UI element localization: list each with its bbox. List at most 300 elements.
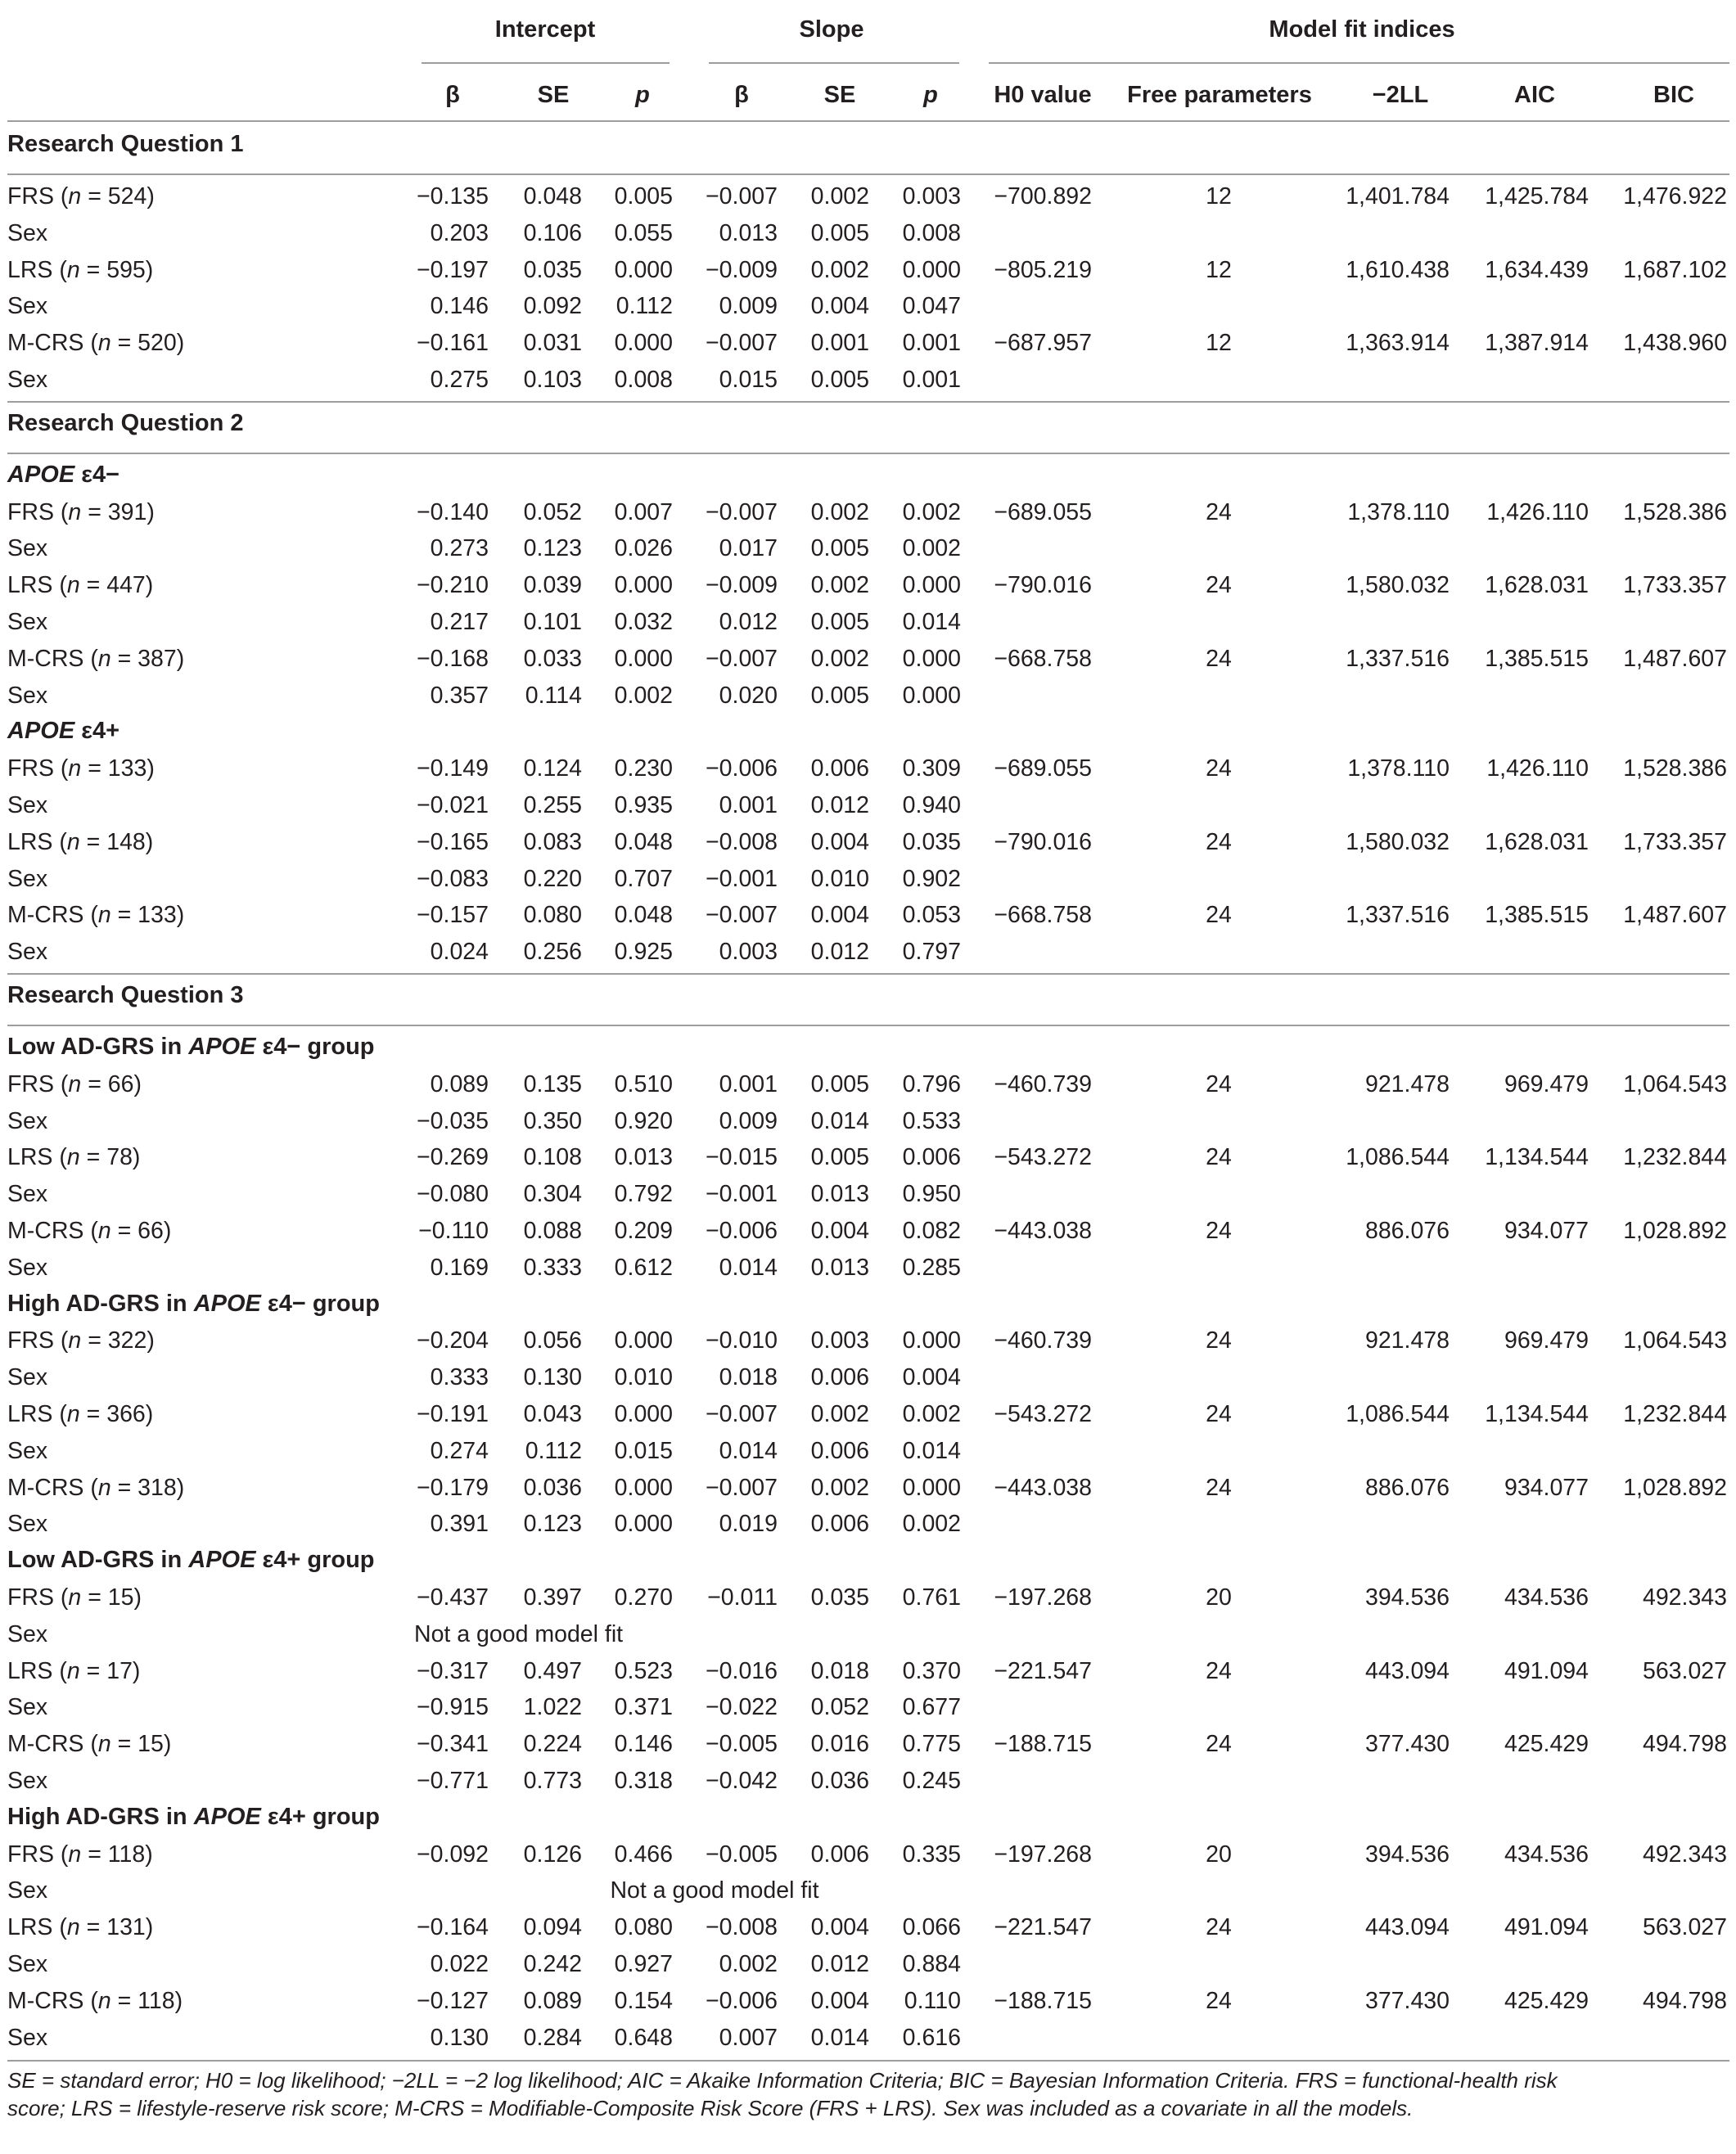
slope-se-cell: 0.005 [810,682,869,709]
group-subtitle: APOE ε4+ [7,718,120,745]
slope-se-cell: 0.006 [810,1364,869,1391]
bic-cell: 492.343 [1642,1841,1727,1868]
minus-2ll-cell: 394.536 [1364,1584,1450,1611]
table-row [0,1395,1736,1432]
free-parameters-cell: 24 [1206,1401,1232,1427]
intercept-beta-cell: 0.357 [430,682,489,709]
intercept-beta-cell: 0.022 [430,1951,489,1977]
intercept-p-cell: 0.000 [614,330,673,357]
slope-se-cell: 0.006 [810,1511,869,1538]
intercept-p-cell: 0.792 [614,1181,673,1208]
row-label: FRS (n = 66) [7,1070,142,1097]
free-parameters-cell: 24 [1206,572,1232,599]
intercept-beta-cell: −0.083 [417,865,489,892]
n-symbol: n [97,330,111,357]
table-row [0,1432,1736,1469]
n-symbol: n [66,1657,80,1684]
intercept-se-cell: 0.135 [523,1070,582,1097]
intercept-beta-cell: −0.915 [417,1694,489,1721]
h0-value-cell: −188.715 [994,1987,1092,2014]
intercept-p-cell: 0.005 [614,183,673,210]
minus-2ll-cell: 1,337.516 [1346,645,1450,672]
intercept-beta-cell: −0.127 [417,1987,489,2014]
gene-name: APOE [7,461,75,488]
intercept-p-cell: 0.048 [614,902,673,929]
slope-beta-cell: 0.013 [719,219,778,246]
slope-beta-cell: −0.005 [706,1731,778,1758]
bic-cell: 1,232.844 [1623,1144,1727,1171]
row-label: M-CRS (n = 133) [7,902,185,929]
table-row [0,566,1736,603]
bic-cell: 1,487.607 [1623,902,1727,929]
footnote-rule [7,2060,1729,2062]
h0-value-cell: −221.547 [994,1914,1092,1941]
group-subtitle: High AD-GRS in APOE ε4− group [7,1290,380,1317]
slope-se-cell: 0.005 [810,535,869,562]
slope-se-cell: 0.010 [810,865,869,892]
intercept-se-cell: 0.094 [523,1914,582,1941]
group-subtitle: APOE ε4− [7,461,120,488]
row-label: LRS (n = 17) [7,1657,141,1684]
table-row [0,1725,1736,1762]
table-row [0,640,1736,677]
intercept-p-cell: 0.008 [614,367,673,393]
minus-2ll-cell: 1,363.914 [1346,330,1450,357]
intercept-beta-cell: −0.179 [417,1474,489,1501]
slope-p-cell: 0.335 [902,1841,961,1868]
aic-cell: 434.536 [1504,1841,1589,1868]
intercept-beta-cell: −0.110 [418,1218,489,1244]
free-parameters-cell: 24 [1206,1070,1232,1097]
intercept-se-cell: 0.048 [523,183,582,210]
sample-size: 387 [138,645,177,672]
row-label: Sex [7,1694,48,1721]
intercept-beta-cell: −0.317 [417,1657,489,1684]
row-label: M-CRS (n = 118) [7,1987,183,2014]
intercept-beta-cell: −0.341 [417,1731,489,1758]
header-slope: Slope [799,16,864,43]
slope-p-cell: 0.677 [902,1694,961,1721]
slope-beta-cell: −0.042 [706,1768,778,1794]
intercept-p-cell: 0.612 [614,1254,673,1281]
bic-cell: 1,476.922 [1623,183,1727,210]
slope-p-cell: 0.000 [902,645,961,672]
slope-se-cell: 0.036 [810,1768,869,1794]
row-label: LRS (n = 148) [7,828,154,855]
free-parameters-cell: 24 [1206,1144,1232,1171]
aic-cell: 969.479 [1504,1070,1589,1097]
h0-value-cell: −689.055 [994,498,1092,525]
table-row [0,1872,1736,1908]
slope-p-cell: 0.000 [902,1474,961,1501]
aic-cell: 434.536 [1504,1584,1589,1611]
slope-p-cell: 0.245 [902,1768,961,1794]
slope-se-cell: 0.005 [810,1070,869,1097]
group-subtitle: Low AD-GRS in APOE ε4− group [7,1034,375,1060]
bic-cell: 1,028.892 [1623,1474,1727,1501]
intercept-beta-cell: −0.771 [417,1768,489,1794]
bic-cell: 1,438.960 [1623,330,1727,357]
n-symbol: n [68,1841,82,1868]
intercept-p-cell: 0.000 [614,1401,673,1427]
slope-p-cell: 0.014 [902,1437,961,1464]
row-label: Sex [7,792,48,818]
intercept-beta-cell: −0.149 [417,755,489,782]
aic-cell: 491.094 [1504,1914,1589,1941]
slope-p-cell: 0.004 [902,1364,961,1391]
intercept-beta-cell: −0.021 [417,792,489,818]
slope-se-cell: 0.016 [810,1731,869,1758]
slope-se-cell: 0.005 [810,609,869,635]
slope-se-cell: 0.013 [810,1181,869,1208]
intercept-beta-cell: −0.210 [417,572,489,599]
minus-2ll-cell: 1,580.032 [1346,572,1450,599]
intercept-p-cell: 0.146 [614,1731,673,1758]
minus-2ll-cell: 1,401.784 [1346,183,1450,210]
gene-name: APOE [188,1547,256,1574]
row-label: Sex [7,2024,48,2051]
free-parameters-cell: 24 [1206,498,1232,525]
aic-cell: 425.429 [1504,1731,1589,1758]
slope-p-cell: 0.001 [902,330,961,357]
intercept-p-cell: 0.154 [614,1987,673,2014]
intercept-beta-cell: 0.275 [430,367,489,393]
section-rule [7,973,1729,975]
table-row [0,1066,1736,1102]
intercept-p-cell: 0.000 [614,1511,673,1538]
n-symbol: n [68,1070,82,1097]
n-symbol: n [66,1914,80,1941]
intercept-se-cell: 0.220 [523,865,582,892]
free-parameters-cell: 24 [1206,645,1232,672]
table-row [0,1908,1736,1945]
h0-value-cell: −443.038 [994,1218,1092,1244]
row-label: FRS (n = 15) [7,1584,142,1611]
group-subtitle: Low AD-GRS in APOE ε4+ group [7,1547,375,1574]
slope-p-cell: 0.902 [902,865,961,892]
intercept-se-cell: 0.108 [523,1144,582,1171]
n-symbol: n [66,828,80,855]
table-row [0,1762,1736,1799]
minus-2ll-cell: 1,337.516 [1346,902,1450,929]
intercept-se-cell: 0.052 [523,498,582,525]
aic-cell: 969.479 [1504,1327,1589,1354]
slope-se-cell: 0.002 [810,183,869,210]
slope-p-cell: 0.001 [902,367,961,393]
slope-beta-cell: −0.006 [706,1218,778,1244]
slope-beta-cell: 0.001 [719,792,778,818]
intercept-beta-cell: −0.035 [417,1107,489,1134]
intercept-beta-cell: −0.135 [417,183,489,210]
model-fit-note: Not a good model fit [610,1877,819,1904]
h0-value-cell: −460.739 [994,1070,1092,1097]
bic-cell: 1,064.543 [1623,1327,1727,1354]
row-label: Sex [7,939,48,966]
slope-p-cell: 0.796 [902,1070,961,1097]
bic-cell: 1,064.543 [1623,1070,1727,1097]
minus-2ll-cell: 1,378.110 [1347,755,1450,782]
slope-se-cell: 0.002 [810,572,869,599]
aic-cell: 934.077 [1504,1474,1589,1501]
gene-name: APOE [193,1803,261,1830]
h0-value-cell: −687.957 [994,330,1092,357]
slope-beta-cell: 0.017 [719,535,778,562]
intercept-se-cell: 0.036 [523,1474,582,1501]
h0-value-cell: −543.272 [994,1401,1092,1427]
slope-beta-cell: −0.009 [706,256,778,283]
free-parameters-cell: 24 [1206,1218,1232,1244]
sample-size: 322 [107,1327,147,1354]
gene-name: APOE [188,1034,256,1060]
table-row [0,860,1736,897]
table-row [0,529,1736,566]
slope-beta-cell: −0.007 [706,498,778,525]
slope-beta-cell: 0.014 [719,1254,778,1281]
section-title-rule [7,1025,1729,1026]
table-row [0,2019,1736,2056]
free-parameters-cell: 24 [1206,1731,1232,1758]
bic-cell: 1,028.892 [1623,1218,1727,1244]
slope-p-cell: 0.110 [904,1987,961,2014]
h0-value-cell: −790.016 [994,572,1092,599]
table-row [0,178,1736,214]
slope-beta-cell: 0.003 [719,939,778,966]
table-row [0,1102,1736,1139]
intercept-p-cell: 0.000 [614,1474,673,1501]
slope-p-cell: 0.370 [902,1657,961,1684]
sample-size: 520 [138,330,177,357]
h0-value-cell: −668.758 [994,645,1092,672]
slope-p-cell: 0.003 [902,183,961,210]
slope-beta-cell: −0.007 [706,330,778,357]
aic-cell: 934.077 [1504,1218,1589,1244]
intercept-p-cell: 0.925 [614,939,673,966]
table-row [0,287,1736,324]
sample-size: 318 [138,1474,177,1501]
intercept-se-cell: 0.089 [523,1987,582,2014]
intercept-p-cell: 0.032 [614,609,673,635]
n-symbol: n [66,256,80,283]
h0-value-cell: −790.016 [994,828,1092,855]
minus-2ll-cell: 443.094 [1364,1657,1450,1684]
intercept-se-cell: 0.126 [523,1841,582,1868]
slope-se-cell: 0.004 [810,293,869,320]
col-slope-p: p [923,82,938,108]
intercept-p-cell: 0.048 [614,828,673,855]
section-title: Research Question 3 [7,982,244,1008]
n-symbol: n [97,1987,111,2014]
table-row [0,251,1736,288]
table-row [0,603,1736,640]
slope-p-cell: 0.008 [902,219,961,246]
intercept-beta-cell: 0.217 [430,609,489,635]
bic-cell: 492.343 [1642,1584,1727,1611]
minus-2ll-cell: 1,086.544 [1346,1144,1450,1171]
free-parameters-cell: 24 [1206,902,1232,929]
bic-cell: 1,487.607 [1623,645,1727,672]
fit-underline [989,62,1729,64]
free-parameters-cell: 24 [1206,828,1232,855]
intercept-p-cell: 0.920 [614,1107,673,1134]
section-title-rule [7,173,1729,175]
slope-p-cell: 0.000 [902,572,961,599]
h0-value-cell: −197.268 [994,1841,1092,1868]
minus-2ll-cell: 377.430 [1364,1731,1450,1758]
h0-value-cell: −543.272 [994,1144,1092,1171]
slope-se-cell: 0.005 [810,219,869,246]
row-label: Sex [7,1768,48,1794]
table-row [0,214,1736,251]
intercept-beta-cell: 0.130 [430,2024,489,2051]
intercept-beta-cell: −0.168 [417,645,489,672]
slope-se-cell: 0.018 [810,1657,869,1684]
slope-se-cell: 0.003 [810,1327,869,1354]
table-row [0,1945,1736,1982]
sample-size: 66 [138,1218,164,1244]
table-row [0,933,1736,970]
bic-cell: 563.027 [1642,1657,1727,1684]
slope-p-cell: 0.047 [902,293,961,320]
free-parameters-cell: 20 [1206,1584,1232,1611]
intercept-p-cell: 0.510 [614,1070,673,1097]
intercept-beta-cell: −0.165 [417,828,489,855]
slope-p-cell: 0.002 [902,1511,961,1538]
intercept-beta-cell: 0.274 [430,1437,489,1464]
minus-2ll-cell: 1,378.110 [1347,498,1450,525]
row-label: Sex [7,1107,48,1134]
aic-cell: 1,426.110 [1486,755,1589,782]
intercept-beta-cell: 0.391 [430,1511,489,1538]
free-parameters-cell: 12 [1206,256,1232,283]
aic-cell: 425.429 [1504,1987,1589,2014]
table-row [0,896,1736,933]
intercept-se-cell: 0.039 [523,572,582,599]
intercept-p-cell: 0.000 [614,256,673,283]
n-symbol: n [97,645,111,672]
free-parameters-cell: 24 [1206,1327,1232,1354]
slope-p-cell: 0.884 [902,1951,961,1977]
n-symbol: n [97,1474,111,1501]
section-title-rule [7,453,1729,454]
slope-beta-cell: −0.006 [706,755,778,782]
free-parameters-cell: 24 [1206,1914,1232,1941]
group-subtitle: High AD-GRS in APOE ε4+ group [7,1803,380,1830]
table-row [0,1505,1736,1542]
row-label: LRS (n = 131) [7,1914,154,1941]
row-label: M-CRS (n = 387) [7,645,185,672]
table-row [0,1359,1736,1395]
sample-size: 15 [107,1584,134,1611]
slope-beta-cell: −0.016 [706,1657,778,1684]
slope-se-cell: 0.004 [810,1987,869,2014]
intercept-p-cell: 0.927 [614,1951,673,1977]
aic-cell: 1,634.439 [1485,256,1589,283]
slope-se-cell: 0.005 [810,1144,869,1171]
col-bic: BIC [1653,82,1694,108]
row-label: Sex [7,609,48,635]
h0-value-cell: −197.268 [994,1584,1092,1611]
slope-p-cell: 0.285 [902,1254,961,1281]
slope-p-cell: 0.797 [902,939,961,966]
gene-name: APOE [193,1290,261,1317]
row-label: FRS (n = 391) [7,498,155,525]
bic-cell: 1,232.844 [1623,1401,1727,1427]
slope-p-cell: 0.616 [902,2024,961,2051]
intercept-p-cell: 0.015 [614,1437,673,1464]
aic-cell: 1,628.031 [1485,828,1589,855]
section-rule [7,401,1729,403]
minus-2ll-cell: 1,610.438 [1346,256,1450,283]
table-row [0,1982,1736,2019]
slope-se-cell: 0.002 [810,256,869,283]
slope-se-cell: 0.014 [810,1107,869,1134]
intercept-beta-cell: 0.024 [430,939,489,966]
row-label: Sex [7,535,48,562]
row-label: M-CRS (n = 66) [7,1218,172,1244]
minus-2ll-cell: 921.478 [1364,1070,1450,1097]
free-parameters-cell: 12 [1206,183,1232,210]
free-parameters-cell: 24 [1206,755,1232,782]
intercept-beta-cell: 0.203 [430,219,489,246]
slope-p-cell: 0.002 [902,535,961,562]
intercept-beta-cell: −0.092 [417,1841,489,1868]
footnote-line-1: SE = standard error; H0 = log likelihood; −2LL = −2 log likelihood; AIC = Akaike Information Criteria; BIC = Bayesian Information Criteria. FRS = functional-health risk [7,2068,1558,2093]
slope-beta-cell: −0.001 [706,865,778,892]
slope-beta-cell: 0.020 [719,682,778,709]
intercept-se-cell: 0.033 [523,645,582,672]
n-symbol: n [68,1584,82,1611]
row-label: Sex [7,865,48,892]
intercept-se-cell: 0.106 [523,219,582,246]
minus-2ll-cell: 394.536 [1364,1841,1450,1868]
col-h0-value: H0 value [994,82,1092,108]
intercept-p-cell: 0.055 [614,219,673,246]
section-title: Research Question 2 [7,409,244,436]
intercept-se-cell: 0.103 [523,367,582,393]
intercept-se-cell: 0.035 [523,256,582,283]
row-label: FRS (n = 524) [7,183,155,210]
table-row [0,324,1736,361]
slope-beta-cell: −0.007 [706,902,778,929]
row-label: Sex [7,293,48,320]
slope-beta-cell: 0.009 [719,1107,778,1134]
h0-value-cell: −805.219 [994,256,1092,283]
col-free-parameters: Free parameters [1127,82,1312,108]
minus-2ll-cell: 443.094 [1364,1914,1450,1941]
bic-cell: 494.798 [1642,1731,1727,1758]
intercept-p-cell: 0.007 [614,498,673,525]
slope-beta-cell: −0.008 [706,828,778,855]
intercept-beta-cell: 0.089 [430,1070,489,1097]
aic-cell: 1,387.914 [1485,330,1589,357]
bic-cell: 1,687.102 [1623,256,1727,283]
sample-size: 447 [106,572,146,599]
sample-size: 17 [106,1657,133,1684]
slope-se-cell: 0.012 [810,792,869,818]
slope-beta-cell: −0.009 [706,572,778,599]
row-label: Sex [7,1877,48,1904]
aic-cell: 1,425.784 [1485,183,1589,210]
slope-se-cell: 0.013 [810,1254,869,1281]
col-aic: AIC [1514,82,1555,108]
intercept-beta-cell: −0.437 [417,1584,489,1611]
slope-beta-cell: −0.007 [706,1401,778,1427]
intercept-se-cell: 0.114 [525,682,582,709]
intercept-p-cell: 0.209 [614,1218,673,1244]
slope-p-cell: 0.775 [902,1731,961,1758]
aic-cell: 1,134.544 [1485,1144,1589,1171]
row-label: LRS (n = 447) [7,572,154,599]
